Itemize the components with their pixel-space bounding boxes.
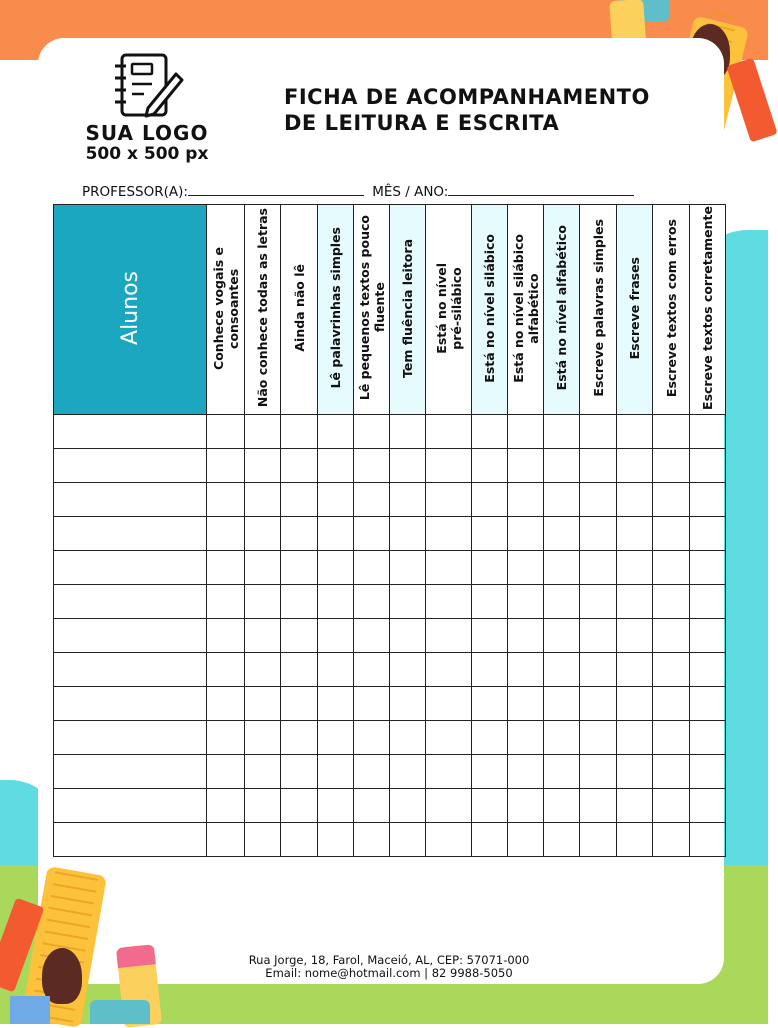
check-cell[interactable] [207, 449, 245, 483]
check-cell[interactable] [426, 721, 472, 755]
check-cell[interactable] [318, 755, 354, 789]
sharpener-decoration-bottom [90, 1000, 150, 1024]
check-cell[interactable] [653, 483, 690, 517]
table-row [54, 517, 726, 551]
check-cell[interactable] [472, 653, 508, 687]
check-cell[interactable] [508, 551, 544, 585]
student-name-cell[interactable] [54, 721, 207, 755]
header-col-14 [690, 205, 726, 415]
check-cell[interactable] [653, 789, 690, 823]
check-cell[interactable] [508, 653, 544, 687]
check-cell[interactable] [580, 483, 617, 517]
check-cell[interactable] [207, 551, 245, 585]
pencil-decoration [726, 58, 777, 143]
check-cell[interactable] [281, 415, 318, 449]
check-cell[interactable] [281, 755, 318, 789]
check-cell[interactable] [472, 721, 508, 755]
check-cell[interactable] [281, 687, 318, 721]
check-cell[interactable] [690, 585, 726, 619]
check-cell[interactable] [653, 551, 690, 585]
header-col-label: Escreve frases [627, 256, 642, 360]
check-cell[interactable] [281, 789, 318, 823]
check-cell[interactable] [508, 517, 544, 551]
header-col-11 [580, 205, 617, 415]
check-cell[interactable] [508, 483, 544, 517]
check-cell[interactable] [207, 619, 245, 653]
page-title [284, 84, 650, 136]
check-cell[interactable] [580, 619, 617, 653]
check-cell[interactable] [472, 483, 508, 517]
check-cell[interactable] [426, 517, 472, 551]
check-cell[interactable] [245, 517, 281, 551]
header-col-label: Conhece vogais e consoantes [210, 246, 241, 370]
check-cell[interactable] [580, 755, 617, 789]
check-cell[interactable] [354, 721, 390, 755]
check-cell[interactable] [390, 721, 426, 755]
check-cell[interactable] [472, 755, 508, 789]
check-cell[interactable] [390, 653, 426, 687]
check-cell[interactable] [318, 653, 354, 687]
table-row [54, 415, 726, 449]
header-col-6 [390, 205, 426, 415]
check-cell[interactable] [544, 585, 580, 619]
check-cell[interactable] [508, 619, 544, 653]
check-cell[interactable] [580, 585, 617, 619]
header-col-label: Escreve textos corretamente [700, 206, 715, 410]
logo-placeholder [62, 122, 232, 164]
check-cell[interactable] [617, 585, 653, 619]
student-name-cell[interactable] [54, 619, 207, 653]
student-name-cell[interactable] [54, 415, 207, 449]
check-cell[interactable] [508, 449, 544, 483]
check-cell[interactable] [653, 517, 690, 551]
student-name-cell[interactable] [54, 449, 207, 483]
check-cell[interactable] [544, 755, 580, 789]
check-cell[interactable] [207, 517, 245, 551]
professor-label: PROFESSOR(A): [82, 184, 188, 200]
header-col-7 [426, 205, 472, 415]
check-cell[interactable] [426, 551, 472, 585]
check-cell[interactable] [472, 687, 508, 721]
check-cell[interactable] [580, 687, 617, 721]
check-cell[interactable] [508, 823, 544, 857]
check-cell[interactable] [653, 415, 690, 449]
check-cell[interactable] [318, 415, 354, 449]
check-cell[interactable] [318, 687, 354, 721]
check-cell[interactable] [354, 755, 390, 789]
header-fields [82, 183, 634, 200]
check-cell[interactable] [426, 755, 472, 789]
check-cell[interactable] [544, 449, 580, 483]
check-cell[interactable] [318, 551, 354, 585]
check-cell[interactable] [390, 755, 426, 789]
header-col-2 [245, 205, 281, 415]
footer-address: Rua Jorge, 18, Farol, Maceió, AL, CEP: 57071-000 [248, 953, 530, 967]
check-cell[interactable] [617, 619, 653, 653]
check-cell[interactable] [580, 551, 617, 585]
table-row [54, 619, 726, 653]
header-col-3 [281, 205, 318, 415]
title-line-2: DE LEITURA E ESCRITA [284, 111, 560, 135]
check-cell[interactable] [544, 653, 580, 687]
check-cell[interactable] [580, 449, 617, 483]
check-cell[interactable] [653, 755, 690, 789]
table-row [54, 551, 726, 585]
check-cell[interactable] [472, 585, 508, 619]
check-cell[interactable] [508, 721, 544, 755]
check-cell[interactable] [245, 551, 281, 585]
header-col-label: Ainda não lê [291, 264, 307, 352]
check-cell[interactable] [245, 619, 281, 653]
header-col-9 [508, 205, 544, 415]
check-cell[interactable] [472, 619, 508, 653]
check-cell[interactable] [690, 653, 726, 687]
check-cell[interactable] [617, 789, 653, 823]
check-cell[interactable] [617, 483, 653, 517]
check-cell[interactable] [318, 823, 354, 857]
header-col-label: Escreve textos com erros [663, 218, 679, 398]
header-col-label: Escreve palavras simples [590, 219, 606, 397]
table-row [54, 449, 726, 483]
check-cell[interactable] [580, 517, 617, 551]
check-cell[interactable] [472, 551, 508, 585]
header-col-4 [318, 205, 354, 415]
check-cell[interactable] [617, 551, 653, 585]
check-cell[interactable] [690, 789, 726, 823]
check-cell[interactable] [318, 517, 354, 551]
table-row [54, 755, 726, 789]
notebook-pencil-icon [112, 52, 184, 118]
check-cell[interactable] [245, 823, 281, 857]
check-cell[interactable] [390, 483, 426, 517]
check-cell[interactable] [544, 619, 580, 653]
check-cell[interactable] [580, 415, 617, 449]
header-alunos [54, 205, 207, 415]
check-cell[interactable] [690, 551, 726, 585]
student-name-cell[interactable] [54, 653, 207, 687]
check-cell[interactable] [472, 517, 508, 551]
header-col-5 [354, 205, 390, 415]
check-cell[interactable] [281, 653, 318, 687]
check-cell[interactable] [426, 687, 472, 721]
check-cell[interactable] [207, 687, 245, 721]
check-cell[interactable] [207, 483, 245, 517]
check-cell[interactable] [390, 585, 426, 619]
check-cell[interactable] [653, 687, 690, 721]
table-row [54, 721, 726, 755]
check-cell[interactable] [617, 687, 653, 721]
check-cell[interactable] [508, 415, 544, 449]
table-row [54, 687, 726, 721]
check-cell[interactable] [653, 823, 690, 857]
check-cell[interactable] [390, 687, 426, 721]
check-cell[interactable] [245, 483, 281, 517]
check-cell[interactable] [354, 449, 390, 483]
check-cell[interactable] [508, 585, 544, 619]
check-cell[interactable] [690, 755, 726, 789]
check-cell[interactable] [426, 823, 472, 857]
check-cell[interactable] [544, 415, 580, 449]
check-cell[interactable] [281, 823, 318, 857]
check-cell[interactable] [617, 721, 653, 755]
check-cell[interactable] [544, 721, 580, 755]
table-header-row [54, 205, 726, 415]
check-cell[interactable] [426, 653, 472, 687]
check-cell[interactable] [426, 585, 472, 619]
check-cell[interactable] [690, 823, 726, 857]
check-cell[interactable] [426, 789, 472, 823]
check-cell[interactable] [472, 823, 508, 857]
table-row [54, 789, 726, 823]
check-cell[interactable] [245, 415, 281, 449]
check-cell[interactable] [544, 551, 580, 585]
check-cell[interactable] [390, 517, 426, 551]
check-cell[interactable] [508, 687, 544, 721]
check-cell[interactable] [207, 789, 245, 823]
student-name-cell[interactable] [54, 687, 207, 721]
logo-line-1: SUA LOGO [85, 121, 209, 145]
header-col-1 [207, 205, 245, 415]
check-cell[interactable] [354, 653, 390, 687]
check-cell[interactable] [245, 585, 281, 619]
check-cell[interactable] [544, 517, 580, 551]
check-cell[interactable] [281, 551, 318, 585]
check-cell[interactable] [245, 721, 281, 755]
check-cell[interactable] [207, 755, 245, 789]
check-cell[interactable] [508, 755, 544, 789]
header-col-label: Está no nível alfabético [554, 225, 569, 391]
check-cell[interactable] [281, 449, 318, 483]
header-col-12 [617, 205, 653, 415]
check-cell[interactable] [617, 755, 653, 789]
check-cell[interactable] [426, 483, 472, 517]
check-cell[interactable] [281, 585, 318, 619]
check-cell[interactable] [426, 415, 472, 449]
student-name-cell[interactable] [54, 789, 207, 823]
check-cell[interactable] [390, 789, 426, 823]
check-cell[interactable] [318, 619, 354, 653]
student-name-cell[interactable] [54, 585, 207, 619]
block-decoration-bottom [10, 996, 50, 1024]
check-cell[interactable] [617, 517, 653, 551]
check-cell[interactable] [617, 653, 653, 687]
check-cell[interactable] [245, 687, 281, 721]
check-cell[interactable] [354, 789, 390, 823]
header-col-label: Está no nível silábico [482, 233, 497, 383]
check-cell[interactable] [617, 449, 653, 483]
check-cell[interactable] [245, 789, 281, 823]
student-name-cell[interactable] [54, 517, 207, 551]
check-cell[interactable] [390, 449, 426, 483]
student-name-cell[interactable] [54, 483, 207, 517]
check-cell[interactable] [426, 619, 472, 653]
check-cell[interactable] [354, 517, 390, 551]
check-cell[interactable] [281, 517, 318, 551]
check-cell[interactable] [318, 721, 354, 755]
check-cell[interactable] [390, 551, 426, 585]
check-cell[interactable] [472, 415, 508, 449]
check-cell[interactable] [690, 619, 726, 653]
mes-ano-field[interactable] [448, 183, 634, 196]
header-alunos-label: Alunos [117, 271, 143, 345]
student-name-cell[interactable] [54, 755, 207, 789]
check-cell[interactable] [245, 449, 281, 483]
check-cell[interactable] [207, 415, 245, 449]
check-cell[interactable] [354, 619, 390, 653]
check-cell[interactable] [207, 823, 245, 857]
professor-field[interactable] [188, 183, 364, 196]
check-cell[interactable] [690, 517, 726, 551]
check-cell[interactable] [617, 415, 653, 449]
check-cell[interactable] [653, 721, 690, 755]
check-cell[interactable] [580, 789, 617, 823]
check-cell[interactable] [544, 823, 580, 857]
header-col-label: Não conhece todas as letras [255, 208, 270, 408]
check-cell[interactable] [354, 415, 390, 449]
table-row [54, 483, 726, 517]
check-cell[interactable] [390, 619, 426, 653]
check-cell[interactable] [580, 823, 617, 857]
check-cell[interactable] [544, 483, 580, 517]
check-cell[interactable] [690, 687, 726, 721]
check-cell[interactable] [508, 789, 544, 823]
check-cell[interactable] [580, 721, 617, 755]
check-cell[interactable] [472, 789, 508, 823]
check-cell[interactable] [207, 721, 245, 755]
mes-ano-label: MÊS / ANO: [372, 184, 449, 200]
header-col-10 [544, 205, 580, 415]
check-cell[interactable] [653, 585, 690, 619]
header-col-8 [472, 205, 508, 415]
header-col-label: Está no nível pré-silábico [433, 262, 464, 354]
check-cell[interactable] [544, 789, 580, 823]
footer-contact: Email: nome@hotmail.com | 82 9988-5050 [265, 966, 513, 980]
check-cell[interactable] [318, 449, 354, 483]
title-line-1: FICHA DE ACOMPANHAMENTO [284, 85, 650, 109]
header-col-label: Lê pequenos textos pouco fluente [356, 215, 387, 401]
check-cell[interactable] [653, 449, 690, 483]
check-cell[interactable] [281, 619, 318, 653]
check-cell[interactable] [318, 585, 354, 619]
tracking-table [53, 204, 726, 857]
check-cell[interactable] [354, 585, 390, 619]
check-cell[interactable] [245, 755, 281, 789]
check-cell[interactable] [354, 687, 390, 721]
student-name-cell[interactable] [54, 551, 207, 585]
check-cell[interactable] [690, 721, 726, 755]
check-cell[interactable] [690, 415, 726, 449]
check-cell[interactable] [690, 483, 726, 517]
table-row [54, 653, 726, 687]
check-cell[interactable] [207, 653, 245, 687]
check-cell[interactable] [354, 823, 390, 857]
header-col-label: Lê palavrinhas simples [328, 227, 343, 389]
header-col-13 [653, 205, 690, 415]
check-cell[interactable] [318, 789, 354, 823]
check-cell[interactable] [544, 687, 580, 721]
check-cell[interactable] [617, 823, 653, 857]
check-cell[interactable] [426, 449, 472, 483]
footer [200, 954, 578, 980]
check-cell[interactable] [318, 483, 354, 517]
check-cell[interactable] [472, 449, 508, 483]
logo-line-2: 500 x 500 px [85, 144, 209, 164]
check-cell[interactable] [690, 449, 726, 483]
table-row [54, 585, 726, 619]
check-cell[interactable] [653, 619, 690, 653]
student-name-cell[interactable] [54, 823, 207, 857]
check-cell[interactable] [390, 823, 426, 857]
check-cell[interactable] [354, 551, 390, 585]
check-cell[interactable] [245, 653, 281, 687]
check-cell[interactable] [354, 483, 390, 517]
header-col-label: Tem fluência leitora [400, 238, 415, 378]
table-row [54, 823, 726, 857]
header-col-label: Está no nível silábico alfabético [510, 233, 541, 383]
check-cell[interactable] [653, 653, 690, 687]
check-cell[interactable] [580, 653, 617, 687]
check-cell[interactable] [281, 483, 318, 517]
check-cell[interactable] [281, 721, 318, 755]
check-cell[interactable] [207, 585, 245, 619]
check-cell[interactable] [390, 415, 426, 449]
